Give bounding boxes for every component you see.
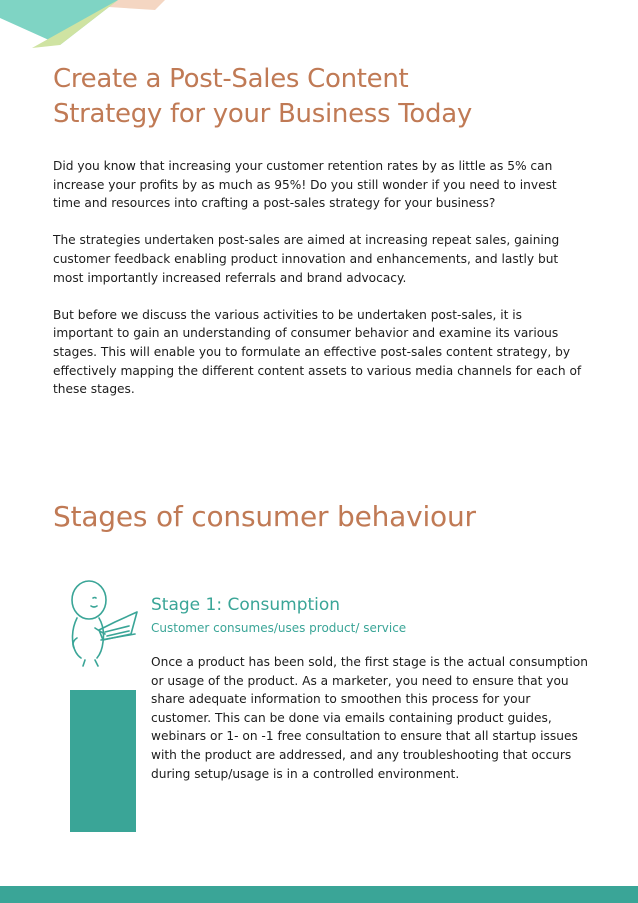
title-line-1: Create a Post-Sales Content (53, 64, 409, 94)
stage-title: Stage 1: Consumption (151, 595, 341, 615)
person-with-laptop-icon (55, 578, 145, 668)
stage-body: Once a product has been sold, the first stage is the actual consumption or usage of the product. As a marketer, you need to ensure that you share adequate information to smoothen this process for your customer. This can be done via emails containing product guides, webinars or 1- on -1 free consultation to ensure that all startup issues with the product are addressed, and any troubleshooting that occurs during setup/usage is in a controlled environment. (151, 655, 588, 781)
intro-paragraph-2: The strategies undertaken post-sales are aimed at increasing repeat sales, gaining customer feedback enabling product innovation and enhancements, and lastly but most importantly increased referrals and brand advocacy. (53, 233, 560, 285)
title-line-2: Strategy for your Business Today (53, 99, 472, 129)
stage-1 (151, 593, 591, 783)
page-title (53, 62, 613, 132)
stage-color-block (70, 690, 136, 832)
intro-paragraph-3: But before we discuss the various activities to be undertaken post-sales, it is important to gain an understanding of consumer behavior and examine its various stages. This will enable you to formulate an effective post-sales content strategy, by effectively mapping the different content assets to various media channels for each of these stages. (53, 307, 582, 397)
intro-text (53, 157, 583, 417)
stage-subtitle: Customer consumes/uses product/ service (151, 621, 407, 635)
intro-paragraph-1: Did you know that increasing your customer retention rates by as little as 5% can increase your profits by as much as 95%! Do you still wonder if you need to invest time and resources into crafting a post-sales strategy for your business? (53, 159, 557, 211)
corner-decoration (0, 0, 170, 60)
section-heading: Stages of consumer behaviour (53, 500, 476, 533)
footer-bar (0, 886, 638, 903)
